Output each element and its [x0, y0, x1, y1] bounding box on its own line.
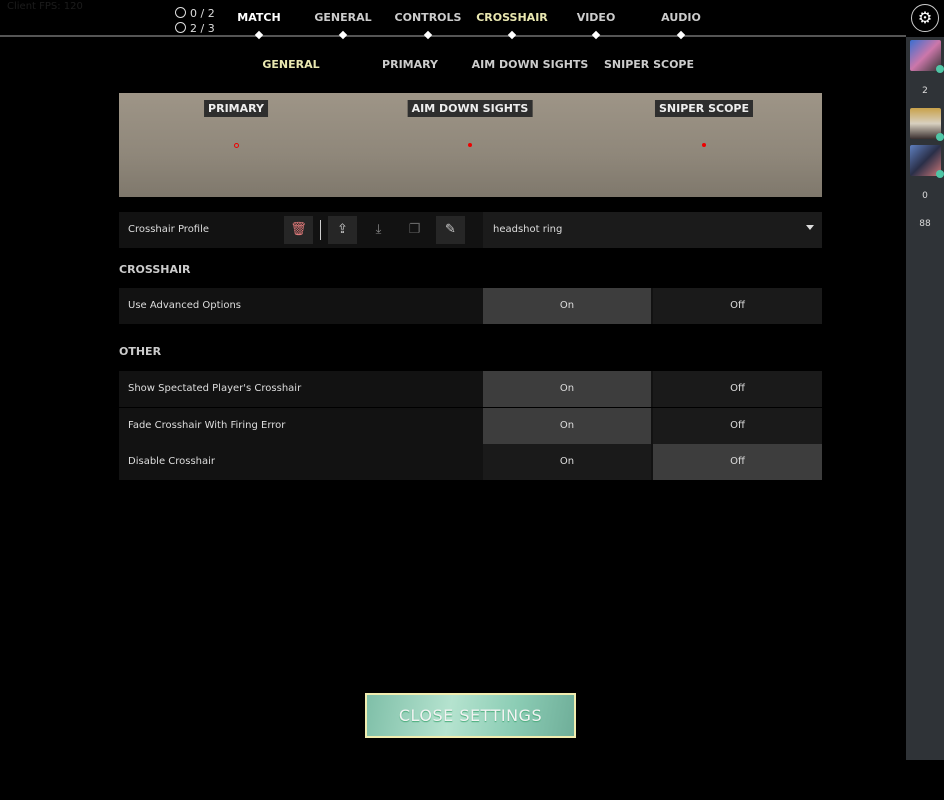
section-crosshair: CROSSHAIR [119, 263, 191, 276]
nav-line [0, 35, 906, 37]
close-settings-button[interactable]: CLOSE SETTINGS [365, 693, 576, 738]
clock-icon [175, 7, 186, 18]
tab-marker [677, 31, 685, 39]
player-avatar[interactable] [910, 108, 941, 139]
counters [175, 6, 215, 36]
setting-row [119, 408, 822, 444]
player-avatar[interactable] [910, 40, 941, 71]
tab-marker [424, 31, 432, 39]
tab-audio[interactable]: AUDIO [661, 11, 701, 24]
tab-match[interactable]: MATCH [237, 11, 281, 24]
fps-counter: Client FPS: 120 [7, 1, 83, 12]
profile-label: Crosshair Profile [128, 224, 210, 235]
player-avatar[interactable] [910, 145, 941, 176]
tab-marker [255, 31, 263, 39]
import-icon[interactable]: ⤓ [375, 222, 382, 237]
setting-label: Show Spectated Player's Crosshair [128, 383, 302, 394]
export-icon[interactable]: ⇪ [328, 216, 357, 244]
tab-crosshair[interactable]: CROSSHAIR [476, 11, 548, 24]
timer-count: 0 / 2 [190, 7, 215, 20]
option-off[interactable]: Off [653, 288, 822, 324]
player-score: 0 [922, 191, 928, 201]
crosshair-ring [234, 143, 239, 148]
divider [320, 220, 321, 240]
copy-icon[interactable]: ❐ [408, 222, 421, 237]
option-off[interactable]: Off [653, 444, 822, 480]
scoreboard-sidebar [906, 37, 944, 760]
crosshair-dot [468, 143, 472, 147]
tab-controls[interactable]: CONTROLS [394, 11, 462, 24]
subtab-general[interactable]: GENERAL [262, 58, 320, 71]
subtab-primary[interactable]: PRIMARY [382, 58, 438, 71]
option-on[interactable]: On [483, 444, 651, 480]
crosshair-dot [702, 143, 706, 147]
preview-label-sniper: SNIPER SCOPE [655, 100, 753, 117]
plus-circle-icon [175, 22, 186, 33]
profile-selected: headshot ring [493, 224, 563, 235]
plus-count: 2 / 3 [190, 22, 215, 35]
option-on[interactable]: On [483, 288, 651, 324]
setting-label: Fade Crosshair With Firing Error [128, 420, 286, 431]
delete-icon[interactable]: 🗑 [284, 216, 313, 244]
setting-row [119, 371, 822, 407]
option-on[interactable]: On [483, 371, 651, 407]
settings-gear-button[interactable]: ⚙ [911, 4, 939, 32]
preview-label-ads: AIM DOWN SIGHTS [408, 100, 533, 117]
tab-marker [592, 31, 600, 39]
tab-general[interactable]: GENERAL [314, 11, 372, 24]
crosshair-profile-row [119, 212, 822, 248]
subtab-aim-down-sights[interactable]: AIM DOWN SIGHTS [471, 58, 589, 71]
tab-marker [339, 31, 347, 39]
tab-video[interactable]: VIDEO [576, 11, 616, 24]
setting-label: Disable Crosshair [128, 456, 216, 467]
section-other: OTHER [119, 345, 162, 358]
player-score: 2 [922, 86, 928, 96]
subtab-sniper-scope[interactable]: SNIPER SCOPE [603, 58, 695, 71]
tab-marker [508, 31, 516, 39]
option-off[interactable]: Off [653, 371, 822, 407]
option-on[interactable]: On [483, 408, 651, 444]
chevron-down-icon [806, 225, 814, 230]
setting-row [119, 444, 822, 480]
crosshair-preview [119, 93, 822, 197]
player-score: 88 [919, 219, 931, 229]
profile-dropdown[interactable] [483, 212, 822, 248]
setting-label: Use Advanced Options [128, 300, 242, 311]
option-off[interactable]: Off [653, 408, 822, 444]
rename-icon[interactable]: ✎ [436, 216, 465, 244]
setting-row [119, 288, 822, 324]
preview-label-primary: PRIMARY [204, 100, 268, 117]
